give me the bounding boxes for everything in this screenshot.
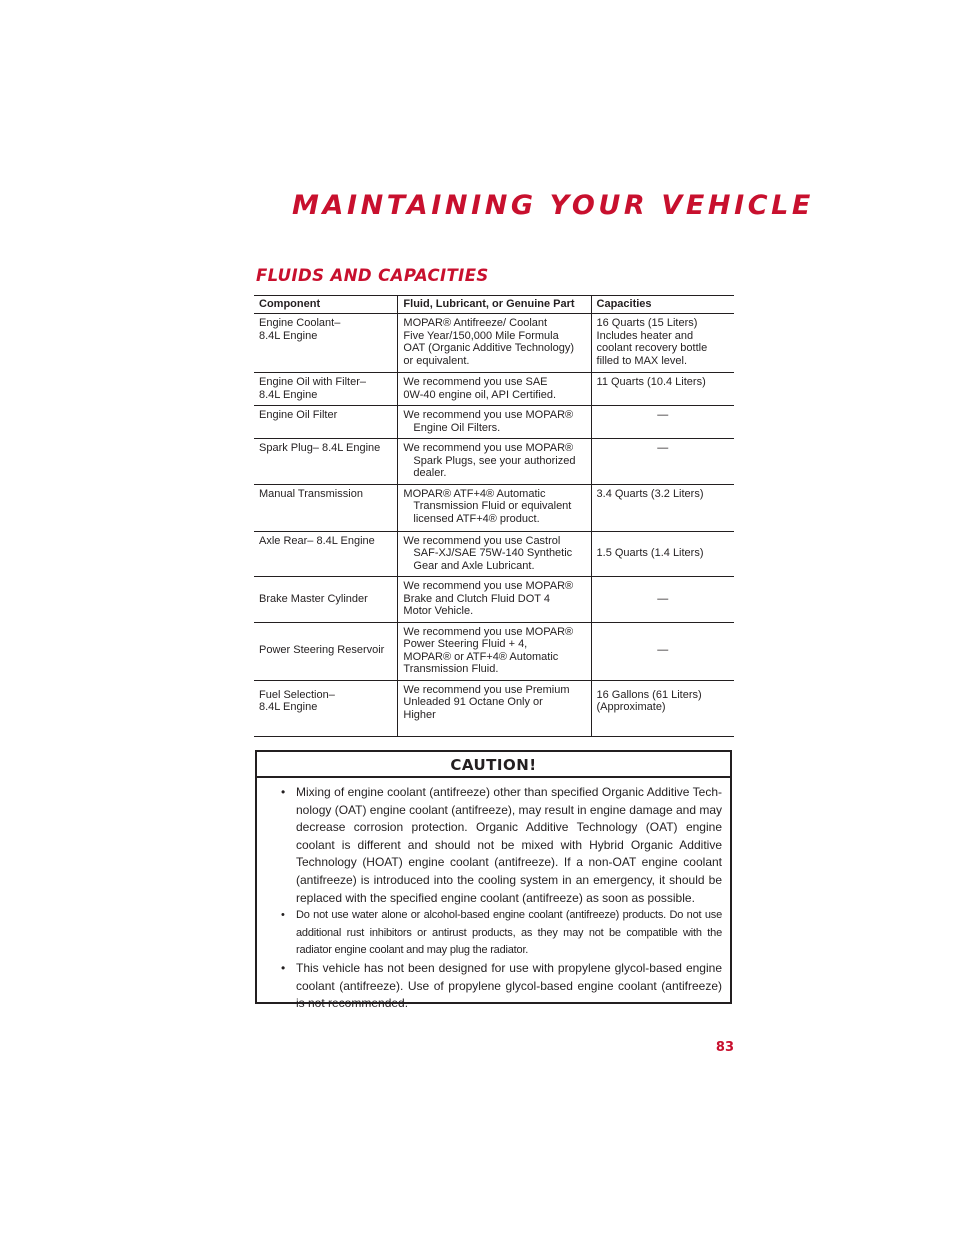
component-cell xyxy=(254,406,398,439)
cell-line: Motor Vehicle. xyxy=(403,605,474,617)
capacity-cell xyxy=(591,622,734,680)
caution-item xyxy=(281,784,722,907)
cell-line: Spark Plug– 8.4L Engine xyxy=(259,442,381,454)
cell-line: — xyxy=(657,644,669,657)
bullet-icon: • xyxy=(281,785,286,799)
table-row xyxy=(254,680,734,736)
component-cell xyxy=(254,577,398,623)
table-row xyxy=(254,439,734,485)
table-row xyxy=(254,577,734,623)
capacity-cell xyxy=(591,314,734,373)
table-row xyxy=(254,531,734,577)
cell-line: Fuel Selection– xyxy=(259,688,335,701)
cell-line: SAF-XJ/SAE 75W-140 Synthetic xyxy=(413,547,573,559)
cell-line: We recommend you use Premium xyxy=(403,683,570,696)
caution-box xyxy=(255,750,732,1011)
cell-line: (Approximate) xyxy=(596,701,666,713)
cell-line: Power Steering Reservoir xyxy=(259,644,385,657)
cell-line: 8.4L Engine xyxy=(259,329,318,342)
cell-line: Five Year/150,000 Mile Formula xyxy=(403,329,559,342)
caution-item-text: Mixing of engine coolant (antifreeze) other than specified Organic Additive Tech-nology (OAT) engine coolant (antifreeze), may result in engine damage and may decrease corrosion protection. Organic Additive Technology (OAT) engine coolant is different and should not be mixed with Hybrid Organic Additive Technology (HOAT) engine coolant (antifreeze). If a non-OAT engine coolant (antifreeze) is introduced into the cooling system in an emergency, it should be replaced with the specified engine coolant (antifreeze) as soon as possible. xyxy=(296,785,723,905)
cell-line: 16 Gallons (61 Liters) xyxy=(596,688,702,701)
cell-line: — xyxy=(657,409,669,421)
caution-item xyxy=(281,960,722,1013)
caution-title: CAUTION! xyxy=(257,752,730,778)
column-header-fluid: Fluid, Lubricant, or Genuine Part xyxy=(398,296,591,314)
cell-line: We recommend you use MOPAR® xyxy=(403,409,574,421)
column-header-capacities: Capacities xyxy=(591,296,734,314)
cell-line: OAT (Organic Additive Technology) xyxy=(403,342,575,354)
caution-item-text: Do not use water alone or alcohol-based engine coolant (antifreeze) products. Do not use additional rust inhibitors or antirust products, as they may not be compatible with the radiator engine coolant and may plug the radiator. xyxy=(296,909,722,957)
cell-line: coolant recovery bottle xyxy=(596,342,708,354)
cell-line: We recommend you use MOPAR® xyxy=(403,625,574,638)
cell-line: or equivalent. xyxy=(403,354,470,367)
cell-line: MOPAR® or ATF+4® Automatic xyxy=(403,650,559,663)
cell-line: Axle Rear– 8.4L Engine xyxy=(259,534,375,547)
cell-line: 0W-40 engine oil, API Certified. xyxy=(403,388,557,401)
fluid-cell xyxy=(398,622,591,680)
capacity-cell xyxy=(591,484,734,531)
table-row xyxy=(254,314,734,373)
caution-item xyxy=(281,907,722,960)
cell-line: Higher xyxy=(403,708,436,721)
cell-line: Includes heater and xyxy=(596,329,694,342)
cell-line: MOPAR® ATF+4® Automatic xyxy=(403,487,546,500)
cell-line: Engine Oil Filters. xyxy=(413,421,501,434)
fluids-title: FLUIDS AND CAPACITIES xyxy=(256,266,489,285)
cell-line: We recommend you use MOPAR® xyxy=(403,442,574,454)
fluid-cell xyxy=(398,439,591,485)
page-number: 83 xyxy=(715,1040,734,1055)
cell-line: We recommend you use SAE xyxy=(403,376,548,388)
capacity-cell xyxy=(591,531,734,577)
caution-item-text: This vehicle has not been designed for use with propylene glycol-based engine coolant (antifreeze). Use of propylene glycol-based engine coolant (antifreeze) is not recommended. xyxy=(296,960,722,1011)
cell-line: Power Steering Fluid + 4, xyxy=(403,638,528,650)
fluid-cell xyxy=(398,373,591,406)
capacity-cell xyxy=(591,373,734,406)
fluid-cell xyxy=(398,406,591,439)
caution-list xyxy=(257,778,730,1013)
fluid-cell xyxy=(398,531,591,577)
cell-line: Brake Master Cylinder xyxy=(259,592,368,605)
cell-line: — xyxy=(657,442,669,454)
fluid-cell xyxy=(398,680,591,736)
cell-line: filled to MAX level. xyxy=(596,354,687,367)
cell-line: 8.4L Engine xyxy=(259,388,318,401)
cell-line: — xyxy=(657,592,669,605)
table-row xyxy=(254,406,734,439)
cell-line: Unleaded 91 Octane Only or xyxy=(403,696,543,708)
cell-line: Transmission Fluid. xyxy=(403,663,499,675)
cell-line: Engine Oil with Filter– xyxy=(259,376,366,388)
cell-line: dealer. xyxy=(413,467,447,479)
table-row xyxy=(254,622,734,680)
table-header-row xyxy=(254,296,734,314)
fluids-capacities-table xyxy=(254,295,734,737)
section-title: MAINTAINING YOUR VEHICLE xyxy=(292,190,814,221)
cell-line: MOPAR® Antifreeze/ Coolant xyxy=(403,317,548,329)
component-cell xyxy=(254,439,398,485)
cell-line: Transmission Fluid or equivalent xyxy=(413,500,572,512)
cell-line: 16 Quarts (15 Liters) xyxy=(596,317,698,329)
fluid-cell xyxy=(398,577,591,623)
bullet-icon: • xyxy=(281,960,286,975)
capacity-cell xyxy=(591,439,734,485)
fluid-cell xyxy=(398,314,591,373)
cell-line: 1.5 Quarts (1.4 Liters) xyxy=(596,547,704,559)
component-cell xyxy=(254,531,398,577)
bullet-icon: • xyxy=(281,909,285,922)
capacity-cell xyxy=(591,406,734,439)
table-row xyxy=(254,373,734,406)
component-cell xyxy=(254,314,398,373)
capacity-cell xyxy=(591,577,734,623)
capacity-cell xyxy=(591,680,734,736)
cell-line: Gear and Axle Lubricant. xyxy=(413,559,535,572)
cell-line: 11 Quarts (10.4 Liters) xyxy=(596,376,706,388)
cell-line: Spark Plugs, see your authorized xyxy=(413,454,576,467)
cell-line: We recommend you use MOPAR® xyxy=(403,580,574,592)
component-cell xyxy=(254,680,398,736)
cell-line: 8.4L Engine xyxy=(259,701,318,713)
cell-line: licensed ATF+4® product. xyxy=(413,512,540,525)
cell-line: Brake and Clutch Fluid DOT 4 xyxy=(403,592,550,605)
component-cell xyxy=(254,622,398,680)
cell-line: We recommend you use Castrol xyxy=(403,534,561,547)
fluid-cell xyxy=(398,484,591,531)
cell-line: Engine Oil Filter xyxy=(259,409,338,421)
cell-line: Manual Transmission xyxy=(259,487,363,500)
table-row xyxy=(254,484,734,531)
cell-line: 3.4 Quarts (3.2 Liters) xyxy=(596,487,704,500)
cell-line: Engine Coolant– xyxy=(259,317,341,329)
component-cell xyxy=(254,373,398,406)
column-header-component: Component xyxy=(254,296,398,314)
component-cell xyxy=(254,484,398,531)
